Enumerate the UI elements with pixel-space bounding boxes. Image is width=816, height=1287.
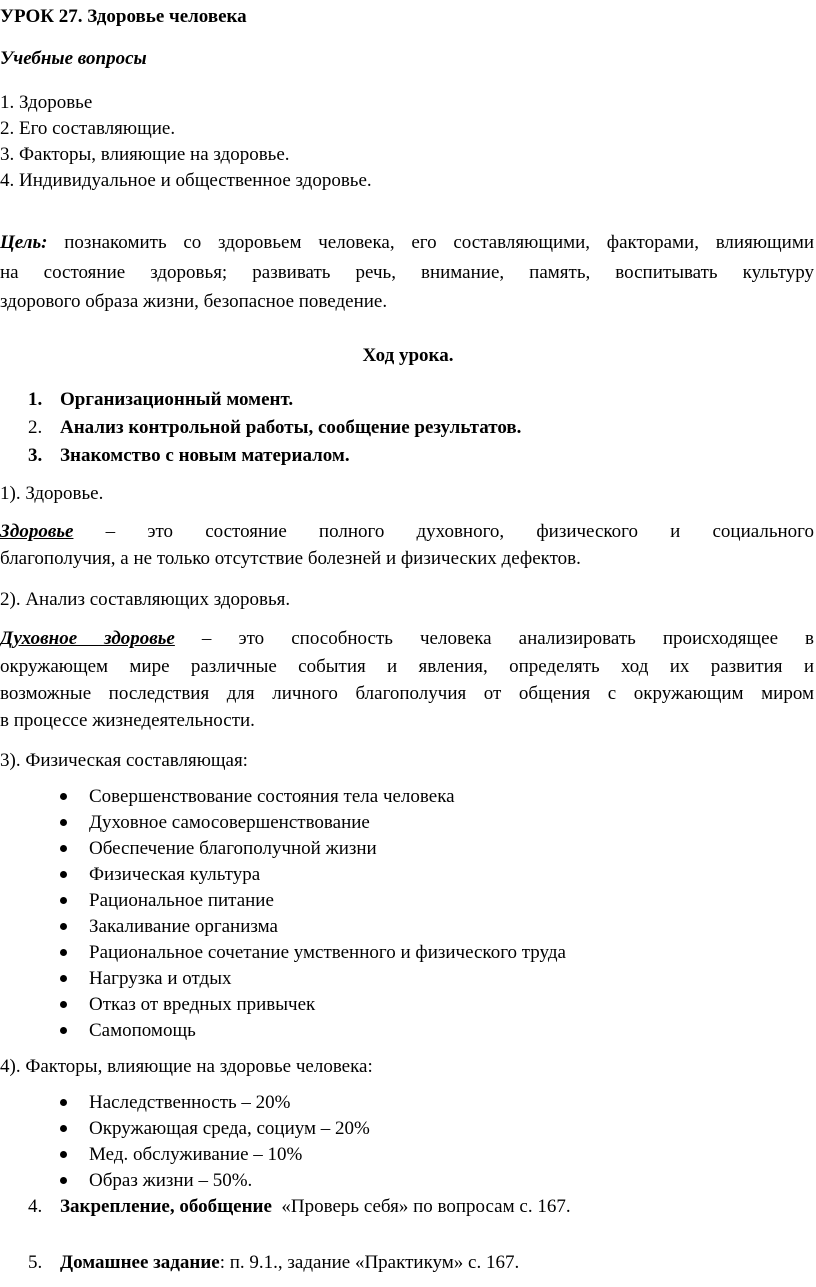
spiritual-def-line-3: возможные последствия для личного благополучия от общения с окружающим миром <box>0 683 814 704</box>
question-item: 1. Здоровье <box>0 92 93 113</box>
list-item: Обеспечение благополучной жизни <box>0 836 816 862</box>
bullet-icon <box>60 923 67 930</box>
subheading-health: 1). Здоровье. <box>0 483 104 504</box>
goal-line-3: здорового образа жизни, безопасное поведение. <box>0 291 388 312</box>
bullet-icon <box>60 871 67 878</box>
list-item: Наследственность – 20% <box>0 1090 816 1116</box>
questions-heading: Учебные вопросы <box>0 48 147 69</box>
health-def-line-2: благополучия, а не только отсутствие болезней и физических дефектов. <box>0 548 581 569</box>
step-item: 2. Анализ контрольной работы, сообщение результатов. <box>28 417 522 438</box>
health-term: Здоровье <box>0 521 74 542</box>
bullet-icon <box>60 1001 67 1008</box>
bullet-icon <box>60 1151 67 1158</box>
list-item: Окружающая среда, социум – 20% <box>0 1116 816 1142</box>
bullet-icon <box>60 1099 67 1106</box>
spiritual-def-line-2: окружающем мире различные события и явления, определять ход их развития и <box>0 656 814 677</box>
list-item: Физическая культура <box>0 862 816 888</box>
goal-line-2: на состояние здоровья; развивать речь, внимание, память, воспитывать культуру <box>0 262 814 283</box>
list-item: Мед. обслуживание – 10% <box>0 1142 816 1168</box>
lesson-plan-heading: Ход урока. <box>362 345 454 366</box>
bullet-icon <box>60 819 67 826</box>
spiritual-term: Духовное здоровье <box>0 628 175 649</box>
list-item: Рациональное сочетание умственного и физического труда <box>0 940 816 966</box>
step-item: 4. Закрепление, обобщение «Проверь себя» по вопросам с. 167. <box>28 1196 571 1217</box>
subheading-physical: 3). Физическая составляющая: <box>0 750 248 771</box>
health-def-line-1: Здоровье – это состояние полного духовного, физического и социального <box>0 521 815 542</box>
bullet-icon <box>60 845 67 852</box>
list-item: Самопомощь <box>0 1018 816 1044</box>
subheading-factors: 4). Факторы, влияющие на здоровье человека: <box>0 1056 373 1077</box>
list-item: Духовное самосовершенствование <box>0 810 816 836</box>
bullet-icon <box>60 1027 67 1034</box>
list-item: Рациональное питание <box>0 888 816 914</box>
question-item: 4. Индивидуальное и общественное здоровье. <box>0 170 372 191</box>
question-item: 3. Факторы, влияющие на здоровье. <box>0 144 290 165</box>
bullet-icon <box>60 949 67 956</box>
step-item: 5. Домашнее задание: п. 9.1., задание «Практикум» с. 167. <box>28 1252 520 1273</box>
list-item: Совершенствование состояния тела человека <box>0 784 816 810</box>
goal-label: Цель: <box>0 232 48 253</box>
lesson-title: УРОК 27. Здоровье человека <box>0 6 247 27</box>
bullet-icon <box>60 975 67 982</box>
goal-line-1: Цель: познакомить со здоровьем человека, его составляющими, факторами, влияющими <box>0 232 815 253</box>
question-item: 2. Его составляющие. <box>0 118 176 139</box>
list-item: Нагрузка и отдых <box>0 966 816 992</box>
step-item: 1. Организационный момент. <box>28 389 294 410</box>
bullet-icon <box>60 1125 67 1132</box>
subheading-components: 2). Анализ составляющих здоровья. <box>0 589 291 610</box>
list-item: Отказ от вредных привычек <box>0 992 816 1018</box>
spiritual-def-line-1: Духовное здоровье – это способность человека анализировать происходящее в <box>0 628 815 649</box>
spiritual-def-line-4: в процессе жизнедеятельности. <box>0 710 255 731</box>
bullet-icon <box>60 793 67 800</box>
step-item: 3. Знакомство с новым материалом. <box>28 445 350 466</box>
bullet-icon <box>60 1177 67 1184</box>
bullet-icon <box>60 897 67 904</box>
list-item: Образ жизни – 50%. <box>0 1168 816 1194</box>
list-item: Закаливание организма <box>0 914 816 940</box>
